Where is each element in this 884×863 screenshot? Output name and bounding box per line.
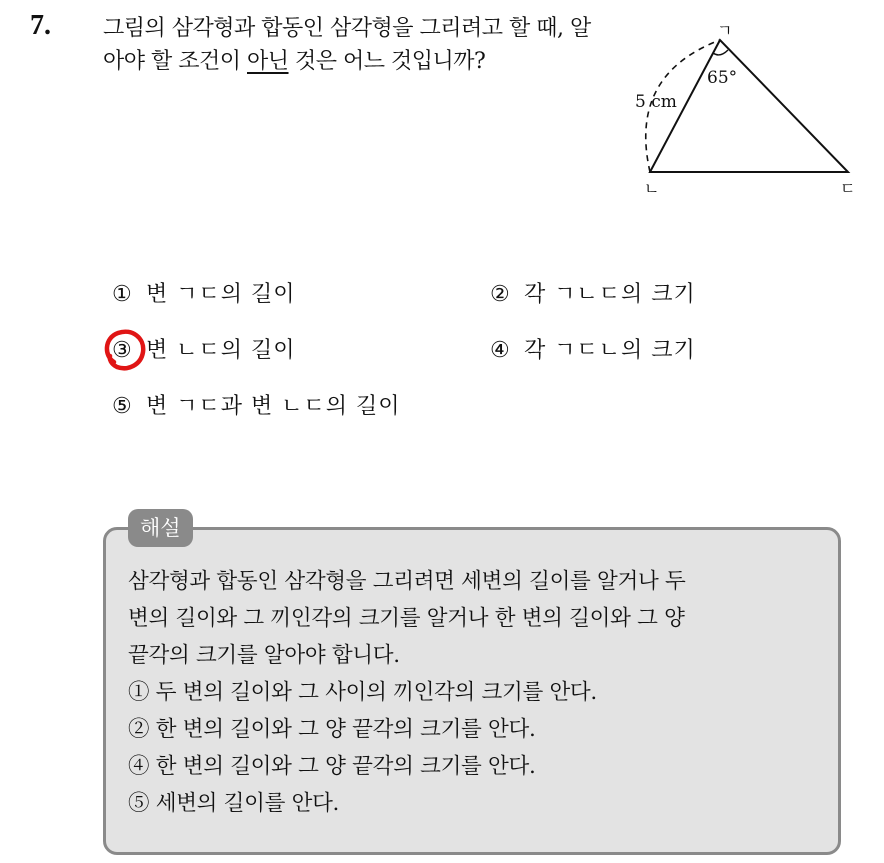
choice-2-number: ②: [490, 282, 511, 307]
question-text-part1: 그림의 삼각형과 합동인 삼각형을 그리려고 할 때, 알아야 할 조건이: [103, 16, 591, 74]
vertex-top-label: ㄱ: [717, 21, 733, 40]
explanation-line: 삼각형과 합동인 삼각형을 그리려면 세변의 길이를 알거나 두: [128, 569, 686, 594]
question-text: [103, 12, 603, 78]
answer-circle-mark: [102, 328, 148, 374]
choice-5-number: ⑤: [112, 394, 133, 419]
question-text-part2: 것은 어느 것입니까?: [288, 49, 486, 74]
angle-label: 65°: [707, 68, 738, 88]
choice-1-text: 변 ㄱㄷ의 길이: [146, 282, 296, 307]
explanation-line: ④ 한 변의 길이와 그 양 끝각의 크기를 안다.: [128, 754, 536, 779]
explanation-line: ⑤ 세변의 길이를 안다.: [128, 791, 340, 816]
explanation-line: 변의 길이와 그 끼인각의 크기를 알거나 한 변의 길이와 그 양: [128, 606, 685, 631]
choice-1[interactable]: [112, 280, 296, 310]
choice-5-text: 변 ㄱㄷ과 변 ㄴㄷ의 길이: [146, 394, 401, 419]
choice-2-text: 각 ㄱㄴㄷ의 크기: [524, 282, 696, 307]
side-label: 5 cm: [635, 92, 677, 112]
choice-4-number: ④: [490, 338, 511, 363]
choice-3-text: 변 ㄴㄷ의 길이: [146, 338, 296, 363]
choice-1-number: ①: [112, 282, 133, 307]
explanation-text: [128, 563, 828, 822]
explanation-line: ② 한 변의 길이와 그 양 끝각의 크기를 안다.: [128, 717, 536, 742]
choice-4-text: 각 ㄱㄷㄴ의 크기: [524, 338, 696, 363]
choice-2[interactable]: [490, 280, 696, 310]
explanation-line: 끝각의 크기를 알아야 합니다.: [128, 643, 400, 668]
vertex-right-label: ㄷ: [840, 179, 856, 198]
explanation-tag: 해설: [128, 509, 193, 547]
triangle-figure: [620, 20, 860, 200]
question-number: 7.: [30, 10, 51, 41]
choice-3-number: ③: [112, 338, 133, 363]
question-underlined-word: 아닌: [247, 49, 289, 74]
choice-5[interactable]: [112, 392, 401, 422]
choice-4[interactable]: [490, 336, 696, 366]
triangle-shape: [650, 40, 848, 172]
explanation-line: ① 두 변의 길이와 그 사이의 끼인각의 크기를 안다.: [128, 680, 597, 705]
vertex-left-label: ㄴ: [644, 179, 660, 198]
